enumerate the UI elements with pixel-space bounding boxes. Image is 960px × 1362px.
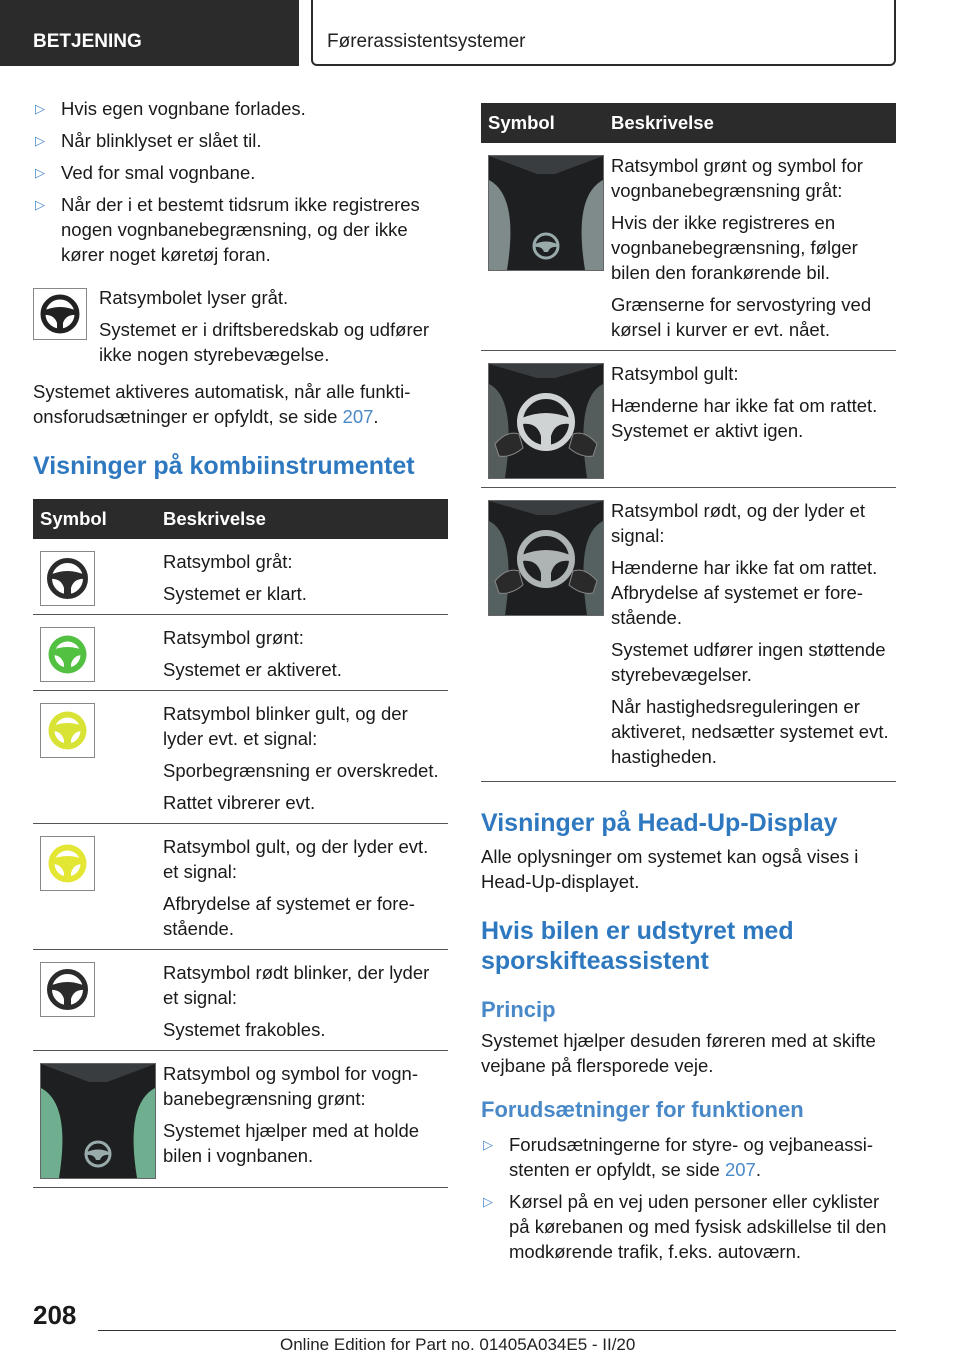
list-item: ▷ Ved for smal vognbane.: [35, 162, 256, 183]
steering-wheel-yellow-icon: [40, 836, 95, 891]
column-header: Symbol: [481, 103, 605, 143]
hands-off-red-icon: [488, 500, 604, 616]
triangle-bullet-icon: ▷: [35, 133, 45, 148]
table-row: Ratsymbol og symbol for vognbanebegrænsning grønt: Systemet hjælper med at holde bilen i vognbanen.: [33, 1051, 448, 1188]
table-row: Ratsymbol rødt blinker, der lyder et signal: Systemet frakobles.: [33, 950, 448, 1051]
section-heading: Visninger på Head-Up-Display: [481, 809, 838, 837]
hud-text: Alle oplysninger om systemet kan også vises i Head-Up-displayet.: [481, 846, 859, 892]
section-heading: Visninger på kombiinstrumentet: [33, 452, 415, 480]
list-item: ▷ Kørsel på en vej uden personer eller cyklister på kørebanen og med fysisk adskillelse til den modkørende trafik, f.eks. autoværn.: [483, 1191, 887, 1262]
subsection-heading: Princip: [481, 997, 556, 1022]
edition-footer: Online Edition for Part no. 01405A034E5 - II/20: [280, 1335, 636, 1354]
table-row: Ratsymbol rødt, og der lyder et signal: Hænderne har ikke fat om rattet. Afbrydelse af systemet er forestående. Systemet udfører ingen støttende styrebevægelser. Når hastighedsreguleringen er aktiveret, nedsætter systemet evt. hastigheden.: [481, 488, 896, 782]
principle-text: Systemet hjælper desuden føreren med at skifte vejbane på flersporede veje.: [481, 1030, 876, 1076]
lane-boundary-gray-icon: [488, 155, 604, 271]
table-row: Ratsymbol grønt og symbol for vognbanebegrænsning gråt: Hvis der ikke registreres en vognbanebegrænsning, følger bilen den forankørende bil. Grænserne for servostyring ved kørsel i kurver er evt. nået.: [481, 143, 896, 351]
activation-text: Systemet aktiveres automatisk, når alle funktionsforudsætninger er opfyldt, se side 207.: [33, 381, 411, 427]
subsection-heading: Forudsætninger for funktionen: [481, 1097, 804, 1122]
triangle-bullet-icon: ▷: [35, 165, 45, 180]
column-header: Beskrivelse: [605, 103, 896, 143]
inline-symbol-note: Ratsymbolet lyser gråt. Systemet er i driftsberedskab og udfører ikke nogen styrebevægelse.: [33, 285, 448, 367]
symbol-table: [33, 499, 448, 1188]
table-row: Ratsymbol gult: Hænderne har ikke fat om rattet. Systemet er aktivt igen.: [481, 351, 896, 488]
table-row: Ratsymbol blinker gult, og der lyder evt. et signal: Sporbegrænsning er overskredet. Rattet vibrerer evt.: [33, 691, 448, 824]
triangle-bullet-icon: ▷: [483, 1137, 493, 1152]
column-header: Beskrivelse: [157, 499, 448, 539]
left-column: [33, 96, 448, 1188]
page-link[interactable]: 207: [724, 1159, 756, 1180]
section-heading: Hvis bilen er udstyret med sporskifteassistent: [481, 917, 794, 975]
page-number: 208: [33, 1300, 77, 1330]
list-item: ▷ Når blinklyset er slået til.: [35, 130, 262, 151]
page-header: [0, 0, 960, 66]
section-tab: BETJENING: [0, 0, 299, 66]
hands-off-yellow-icon: [488, 363, 604, 479]
table-row: Ratsymbol grønt: Systemet er aktiveret.: [33, 615, 448, 691]
table-row: Ratsymbol gråt: Systemet er klart.: [33, 539, 448, 615]
list-item: ▷ Når der i et bestemt tidsrum ikke registreres nogen vognbanebegrænsning, og der ikke kører noget køretøj foran.: [35, 194, 420, 265]
column-header: Symbol: [33, 499, 157, 539]
steering-wheel-gray-icon: [40, 551, 95, 606]
triangle-bullet-icon: ▷: [483, 1194, 493, 1209]
triangle-bullet-icon: ▷: [35, 101, 45, 116]
symbol-table: [481, 103, 896, 782]
right-column: [481, 103, 896, 1271]
list-item: ▷ Hvis egen vognbane forlades.: [35, 98, 306, 119]
table-row: Ratsymbol gult, og der lyder evt. et signal: Afbrydelse af systemet er forestående.: [33, 824, 448, 950]
chapter-title: Førerassistentsystemer: [311, 0, 896, 66]
footer-divider: [98, 1330, 896, 1331]
list-item: ▷ Forudsætningerne for styre- og vejbaneassistenten er opfyldt, se side 207.: [483, 1134, 874, 1180]
steering-wheel-green-icon: [40, 627, 95, 682]
page-link[interactable]: 207: [342, 406, 374, 427]
lane-boundary-green-icon: [40, 1063, 156, 1179]
steering-wheel-gray-icon: [33, 288, 87, 340]
triangle-bullet-icon: ▷: [35, 197, 45, 212]
steering-wheel-red-icon: [40, 962, 95, 1017]
steering-wheel-yellow-icon: [40, 703, 95, 758]
